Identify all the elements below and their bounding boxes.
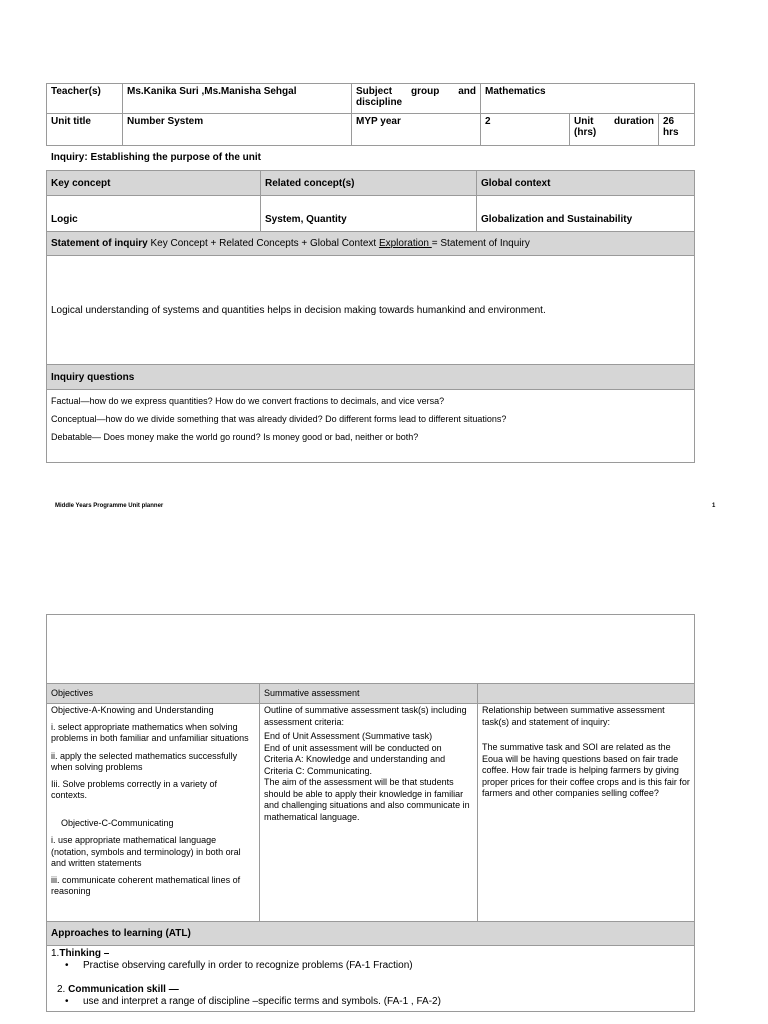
relationship-cell [478,704,695,922]
atl-thinking [51,948,690,960]
objective-a-title: Objective-A-Knowing and Understanding [51,705,214,715]
subject-value: Mathematics [481,84,695,114]
objective-c-title: Objective-C-Communicating [61,817,174,828]
relationship-body: The summative task and SOI are related as the Eoua will be having questions based on fair trade coffee. How fair trade is helping farmers by giving proper prices for their coffee crops and is this fair for farmers and other companies selling coffee? [482,742,690,798]
factual-question: Factual—how do we express quantities? How do we convert fractions to decimals, and vice versa? [51,396,445,406]
page-number: 1 [712,503,716,509]
global-context-value: Globalization and Sustainability [477,196,695,232]
subject-label-text: Subject group and discipline [356,86,476,108]
atl-thinking-item: • Practise observing carefully in order to recognize problems (FA-1 Fraction) [83,960,690,972]
statement-label: Statement of inquiry [51,238,148,249]
unit-duration-value: 26 hrs [659,114,695,146]
atl-thinking-label: Thinking – [59,948,110,959]
atl-communication [51,984,690,996]
teacher-label: Teacher(s) [47,84,123,114]
conceptual-question: Conceptual—how do we divide something that was already divided? Do different forms lead to different situations? [51,414,507,424]
statement-formula-part2: = Statement of Inquiry [431,238,530,249]
atl-communication-number: 2. [57,984,69,995]
inquiry-table [46,170,695,463]
inquiry-questions-cell [47,390,695,463]
key-concept-header: Key concept [47,171,261,196]
inquiry-heading: Inquiry: Establishing the purpose of the unit [51,152,261,163]
objective-c-i: i. use appropriate mathematical language (notation, symbols and terminology) in both oral and written statements [51,835,241,868]
teacher-value: Ms.Kanika Suri ,Ms.Manisha Sehgal [123,84,352,114]
objective-c-iii: iii. communicate coherent mathematical lines of reasoning [51,874,241,896]
outline-subtitle: End of Unit Assessment (Summative task) [264,731,433,741]
outline-title: Outline of summative assessment task(s) including assessment criteria: [264,705,467,727]
relationship-title: Relationship between summative assessment task(s) and statement of inquiry: [482,705,665,727]
debatable-question: Debatable— Does money make the world go round? Is money good or bad, neither or both? [51,432,419,442]
outline-body: End of unit assessment will be conducted on Criteria A: Knowledge and understanding and Criteria C: Communicating. [264,742,446,776]
unit-title-label: Unit title [47,114,123,146]
objective-a-iii: Iii. Solve problems correctly in a variety of contexts. [51,778,218,800]
statement-formula-link: Exploration [378,238,432,249]
myp-year-label: MYP year [352,114,481,146]
atl-thinking-number: 1. [51,948,60,959]
key-concept-value: Logic [47,196,261,232]
summative-outline-cell [260,704,478,922]
unit-duration-label-text: Unit duration (hrs) [574,116,654,138]
inquiry-questions-header: Inquiry questions [47,365,695,390]
summative-header: Summative assessment [260,684,478,704]
footer-label: Middle Years Programme Unit planner [55,503,164,509]
statement-of-inquiry-text: Logical understanding of systems and quantities helps in decision making towards humankind and environment. [47,256,695,365]
statement-formula-part1: Key Concept + Related Concepts + Global Context [147,238,379,249]
unit-header-table [46,83,695,146]
related-concepts-value: System, Quantity [261,196,477,232]
subject-label [352,84,481,114]
blank-area [47,615,695,684]
atl-cell [47,946,695,1012]
assessment-table [46,614,695,1012]
global-context-header: Global context [477,171,695,196]
summative-header-blank [478,684,695,704]
related-concepts-header: Related concept(s) [261,171,477,196]
unit-title-value: Number System [123,114,352,146]
objectives-header: Objectives [47,684,260,704]
atl-header: Approaches to learning (ATL) [47,922,695,946]
unit-duration-label [570,114,659,146]
myp-year-value: 2 [481,114,570,146]
objective-a-i: i. select appropriate mathematics when solving problems in both familiar and unfamiliar situations [51,721,249,743]
atl-communication-item: • use and interpret a range of discipline –specific terms and symbols. (FA-1 , FA-2) [83,996,690,1008]
outline-aim: The aim of the assessment will be that students should be able to apply their knowledge in familiar and challenging situations and also communicate in mathematical language. [264,777,470,822]
atl-communication-label: Communication skill — [68,984,179,995]
objectives-cell [47,704,260,922]
statement-of-inquiry-header [47,232,695,256]
objective-a-ii: ii. apply the selected mathematics successfully when solving problems [51,750,238,772]
